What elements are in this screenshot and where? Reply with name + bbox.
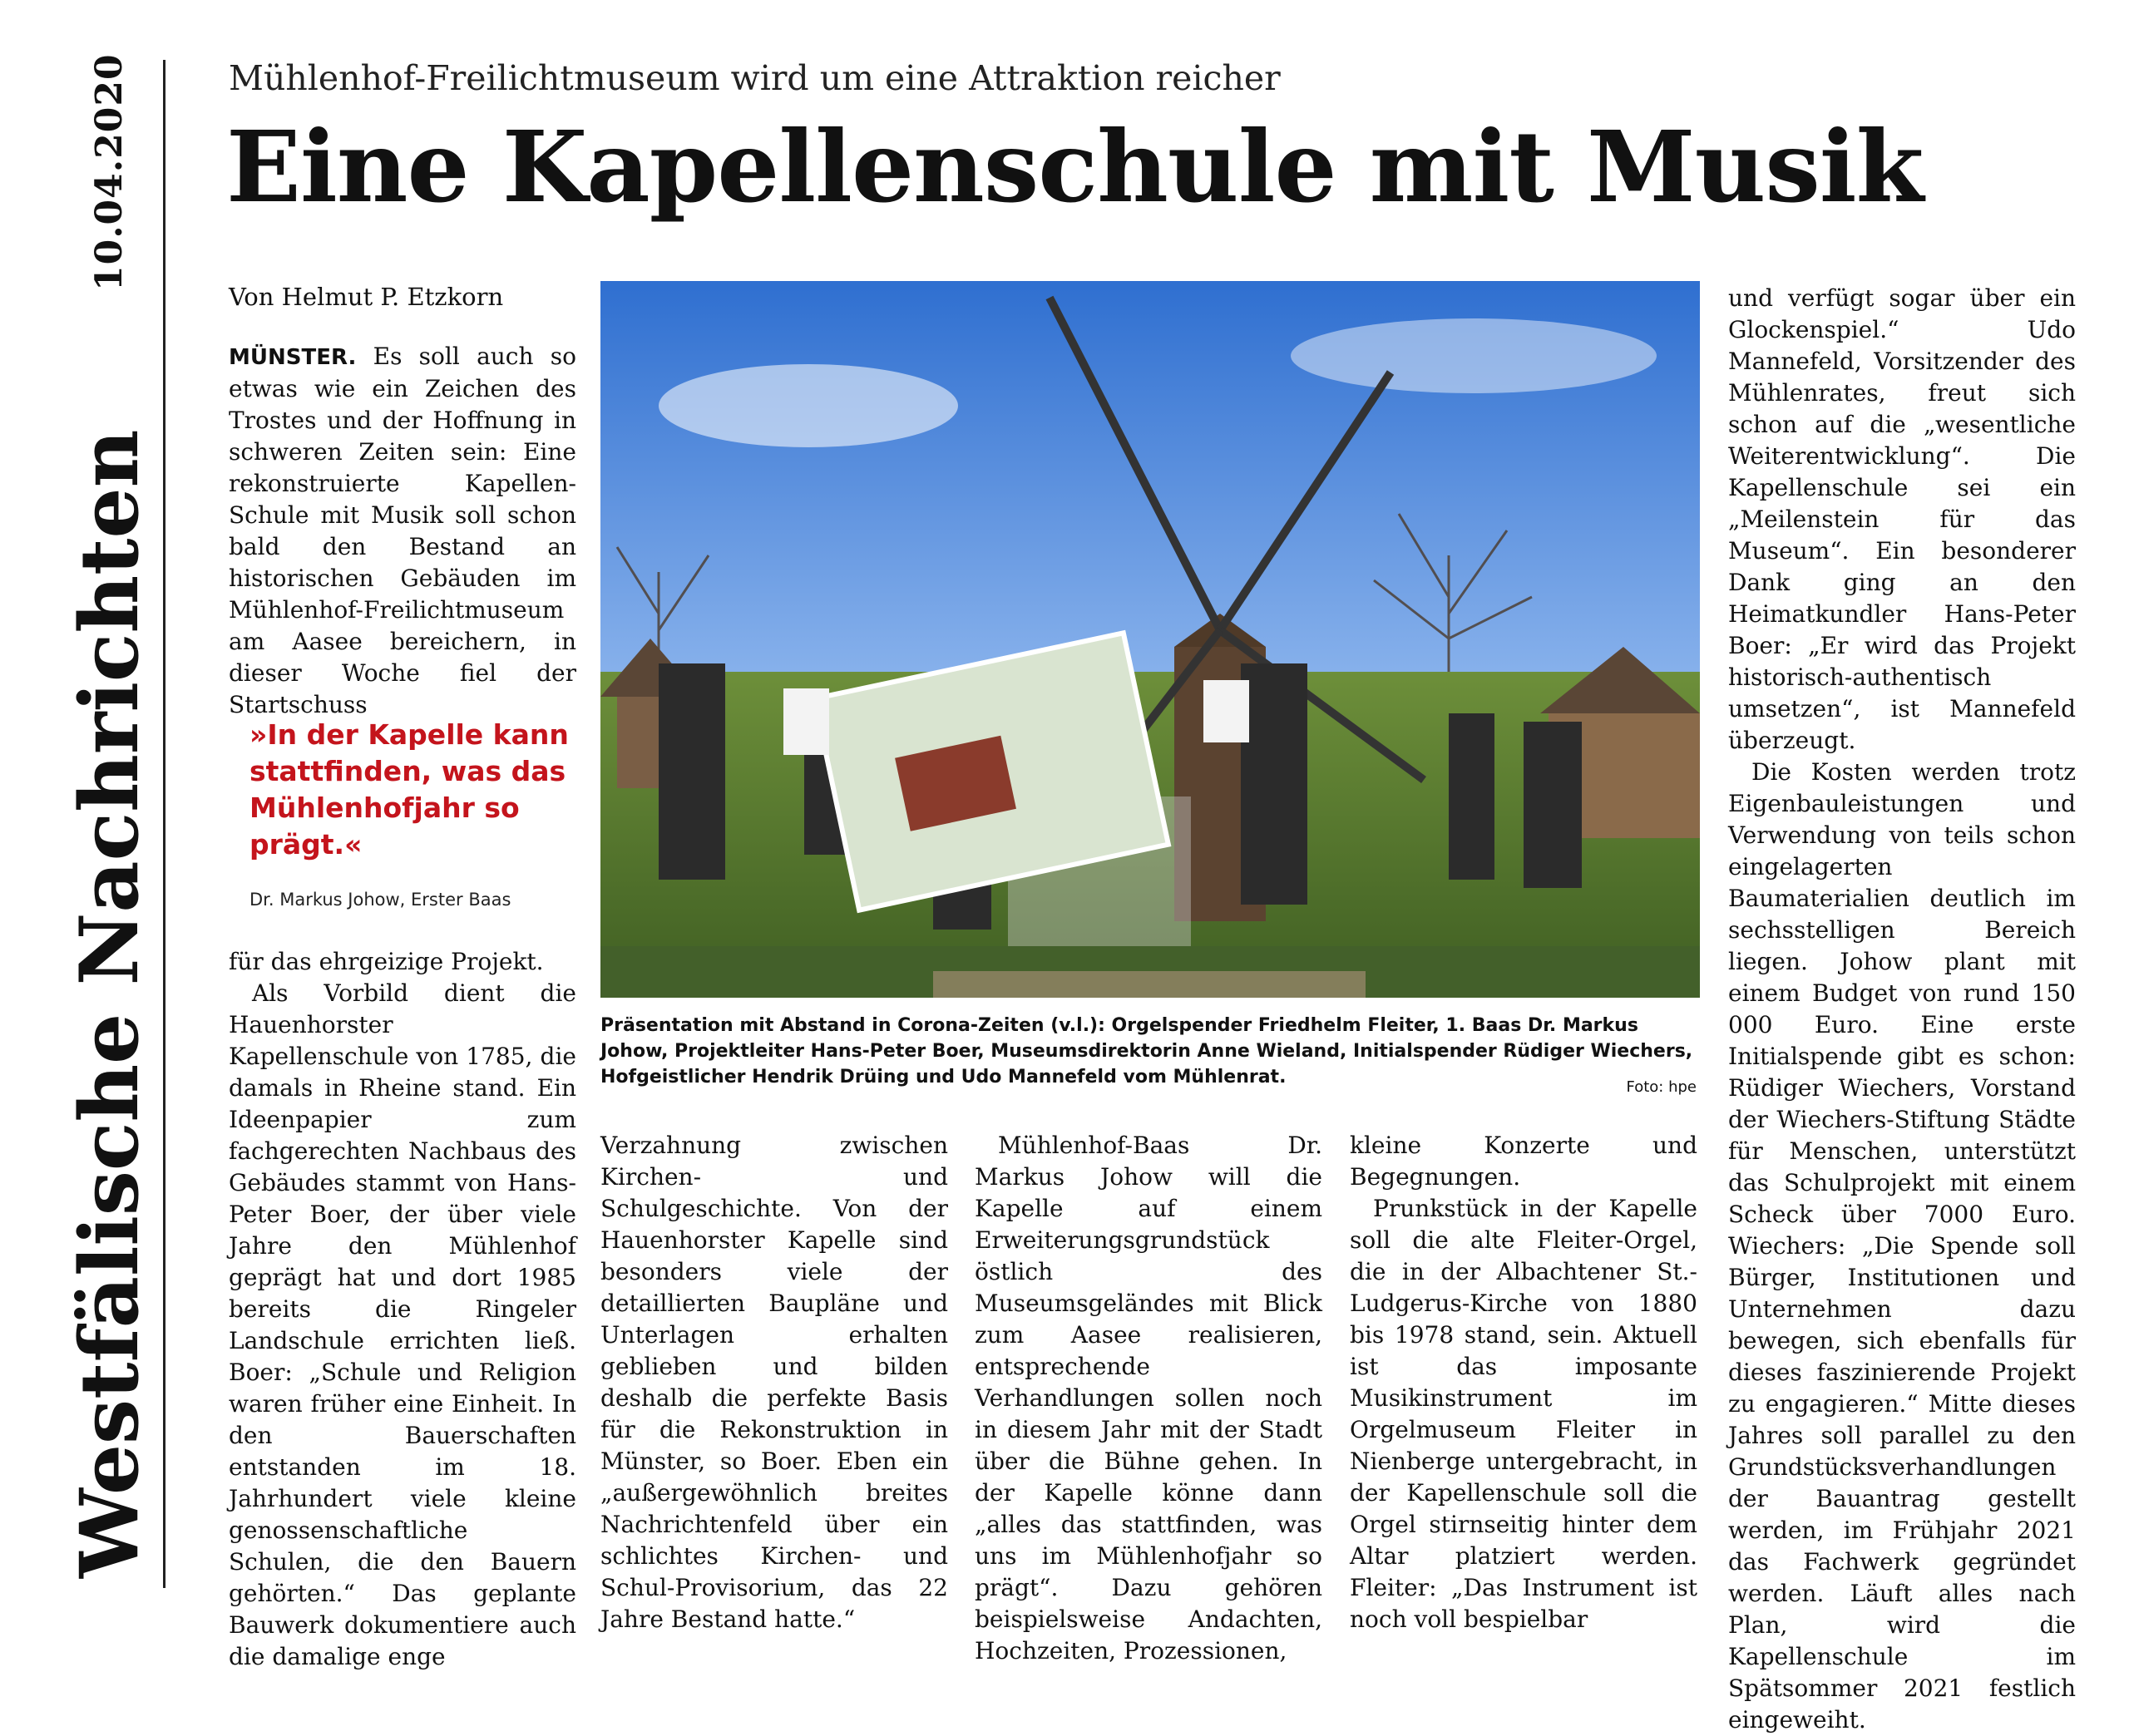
article-photo xyxy=(600,281,1700,998)
lead-continuation: für das ehrgeizige Projekt. xyxy=(229,948,544,975)
column-3 xyxy=(975,1130,1322,1667)
lead-text: Es soll auch so etwas wie ein Zeichen des Trostes und der Hoffnung in schweren Zeiten sein: Eine rekonstruierte Kapellen-Schule mit Musik soll schon bald den Bestand an historischen Gebäuden im Mühlenhof-Freilichtmuseum am Aasee bereichern, in dieser Woche fiel der Startschuss xyxy=(229,343,576,718)
paragraph-verzahnung: Verzahnung zwischen Kirchen- und Schulgeschichte. Von der Hauenhorster Kapelle sind besonders viele der detaillierten Baupläne und Unterlagen erhalten geblieben und bilden deshalb die perfekte Basis für die Rekonstruktion in Münster, so Boer. Eben ein „außergewöhnlich breites Nachrichtenfeld über ein schlichtes Kirchen- und Schul-Provisorium, das 22 Jahre Bestand hatte.“ xyxy=(600,1132,948,1633)
column-4 xyxy=(1350,1130,1697,1635)
pull-quote: »In der Kapelle kann stattfinden, was das Mühlenhofjahr so prägt.« xyxy=(249,718,569,861)
article-kicker: Mühlenhof-Freilichtmuseum wird um eine Attraktion reicher xyxy=(229,58,1281,98)
paragraph-konzerte: kleine Konzerte und Begegnungen. xyxy=(1350,1132,1697,1191)
paragraph-vorbild: Als Vorbild dient die Hauenhorster Kapellenschule von 1785, die damals in Rheine stand. Ein Ideenpapier zum fachgerechten Nachbaus des Gebäudes stammt von Hans-Peter Boer, der über viele Jahre den Mühlenhof geprägt hat und dort 1985 bereits die Ringeler Landschule errichten ließ. Boer: „Schule und Religion waren früher eine Einheit. In den Bauerschaften entstanden im 18. Jahrhundert viele kleine genossenschaftliche Schulen, die den Bauern gehörten.“ Das geplante Bauwerk dokumentiere auch die damalige enge xyxy=(229,979,576,1670)
column-1-top xyxy=(229,341,576,721)
byline: Von Helmut P. Etzkorn xyxy=(229,283,504,311)
vertical-rule xyxy=(163,60,165,1588)
photo-caption: Präsentation mit Abstand in Corona-Zeiten (v.l.): Orgelspender Friedhelm Fleiter, 1. Baas Dr. Markus Johow, Projektleiter Hans-Peter Boer, Museumsdirektorin Anne Wieland, Initialspender Rüdiger Wiechers, Hofgeistlicher Hendrik Drüing und Udo Mannefeld vom Mühlenrat. xyxy=(600,1015,1693,1087)
paragraph-johow: Mühlenhof-Baas Dr. Markus Johow will die Kapelle auf einem Erweiterungsgrundstück östlich des Museumsgeländes mit Blick zum Aasee realisieren, entsprechende Verhandlungen sollen noch in diesem Jahr mit der Stadt über die Bühne gehen. In der Kapelle könne dann „alles das stattfinden, was uns im Mühlenhofjahr so prägt“. Dazu gehören beispielsweise Andachten, Hochzeiten, Prozessionen, xyxy=(975,1132,1322,1664)
article-headline: Eine Kapellenschule mit Musik xyxy=(226,109,1924,224)
photo-credit: Foto: hpe xyxy=(1626,1078,1697,1096)
column-5 xyxy=(1728,283,2076,1736)
paragraph-orgel: Prunkstück in der Kapelle soll die alte Fleiter-Orgel, die in der Albachtener St.-Ludgerus-Kirche von 1880 bis 1978 stand, sein. Aktuell ist das imposante Musikinstrument im Orgelmuseum Fleiter in Nienberge untergebracht, in der Kapellenschule soll die Orgel stirnseitig hinter dem Altar platziert werden. Fleiter: „Das Instrument ist noch voll bespielbar xyxy=(1350,1195,1697,1633)
vertical-masthead: 10.04.2020 Westfälische Nachrichten xyxy=(62,53,156,1578)
windmill-photo-illustration xyxy=(600,281,1700,998)
column-1-bottom xyxy=(229,946,576,1673)
paragraph-kosten: Die Kosten werden trotz Eigenbauleistungen und Verwendung von teils schon eingelagerten Baumaterialien deutlich im sechsstelligen Bereich liegen. Johow plant mit einem Budget von rund 150 000 Euro. Eine erste Initialspende gibt es schon: Rüdiger Wiechers, Vorstand der Wiechers-Stiftung Städte für Menschen, unterstützt das Schulprojekt mit einem Scheck über 7000 Euro. Wiechers: „Die Spende soll Bürger, Institutionen und Unternehmen dazu bewegen, sich ebenfalls für dieses faszinierende Projekt zu engagieren.“ Mitte dieses Jahres soll parallel zu den Grundstücksverhandlungen der Bauantrag gestellt werden, im Frühjahr 2021 das Fachwerk gegründet werden. Läuft alles nach Plan, wird die Kapellenschule im Spätsommer 2021 festlich eingeweiht. xyxy=(1728,758,2076,1734)
column-2 xyxy=(600,1130,948,1635)
pull-quote-attribution: Dr. Markus Johow, Erster Baas xyxy=(249,890,511,910)
paragraph-glockenspiel: und verfügt sogar über ein Glockenspiel.“ Udo Mannefeld, Vorsitzender des Mühlenrates, freut sich schon auf die „wesentliche Weiterentwicklung“. Die Kapellenschule sei ein „Meilenstein für das Museum“. Ein besonderer Dank ging an den Heimatkundler Hans-Peter Boer: „Er wird das Projekt historisch-authentisch umsetzen“, ist Mannefeld überzeugt. xyxy=(1728,284,2076,754)
dateline-place: MÜNSTER. xyxy=(229,345,357,370)
